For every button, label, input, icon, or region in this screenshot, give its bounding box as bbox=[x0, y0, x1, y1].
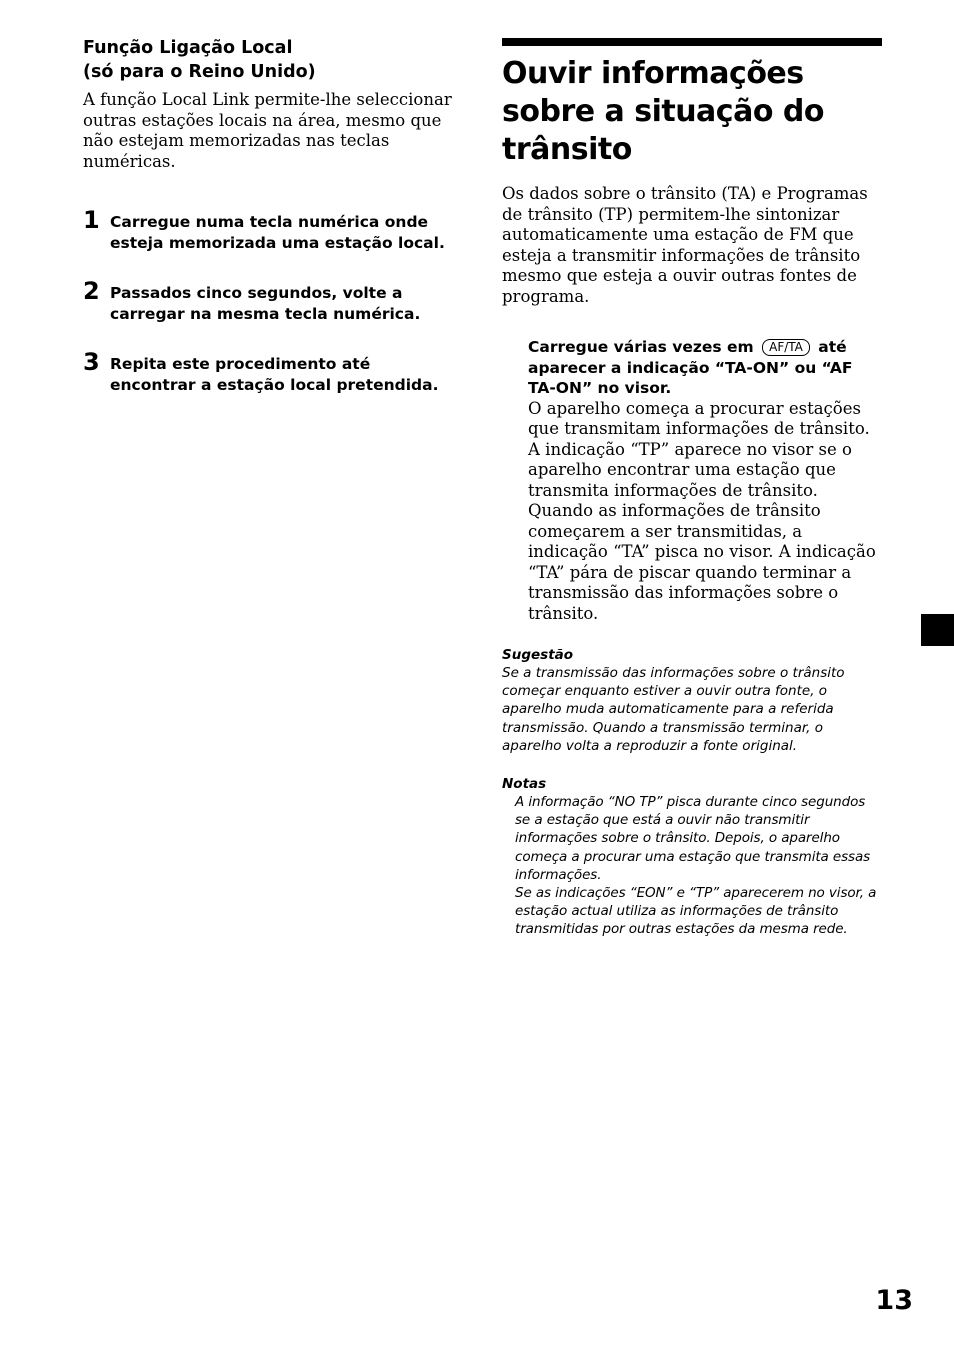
step-text: Passados cinco segundos, volte a carregar na mesma tecla numérica. bbox=[110, 284, 421, 323]
step-3 bbox=[83, 348, 461, 395]
notes-list bbox=[502, 793, 882, 939]
section-title-line-2: (só para o Reino Unido) bbox=[83, 62, 316, 82]
step-number: 3 bbox=[83, 348, 100, 376]
note-item: A informação “NO TP” pisca durante cinco segundos se a estação que está a ouvir não transmitir informações sobre o trânsito. Depois, o aparelho começa a procurar uma estação que transmita essas informações. bbox=[515, 794, 871, 883]
step-2 bbox=[83, 277, 461, 324]
page-title: Ouvir informações sobre a situação do trânsito bbox=[502, 56, 824, 167]
notes-heading: Notas bbox=[502, 776, 547, 793]
step-number: 2 bbox=[83, 277, 100, 305]
traffic-intro: Os dados sobre o trânsito (TA) e Programas de trânsito (TP) permitem-lhe sintonizar automaticamente uma estação de FM que esteja a transmitir informações de trânsito mesmo que esteja a ouvir outras fontes de programa. bbox=[502, 184, 868, 306]
instruction-pre: Carregue várias vezes em bbox=[528, 338, 754, 356]
step-text: Repita este procedimento até encontrar a estação local pretendida. bbox=[110, 355, 439, 394]
step-number: 1 bbox=[83, 206, 100, 234]
left-column bbox=[83, 36, 461, 395]
instruction-post: até aparecer a indicação “TA-ON” ou “AF TA-ON” no visor. bbox=[528, 338, 853, 397]
instruction-text bbox=[528, 337, 882, 399]
local-link-intro: A função Local Link permite-lhe seleccionar outras estações locais na área, mesmo que não estejam memorizadas nas teclas numéricas. bbox=[83, 90, 452, 171]
section-title-line-1: Função Ligação Local bbox=[83, 38, 293, 58]
notes-block bbox=[502, 775, 882, 939]
tip-heading: Sugestão bbox=[502, 647, 574, 663]
section-title-local-link bbox=[83, 36, 461, 84]
tip-block bbox=[502, 646, 882, 755]
section-tab-marker bbox=[921, 614, 954, 646]
page-number: 13 bbox=[875, 1285, 913, 1316]
tip-text: Se a transmissão das informações sobre o trânsito começar enquanto estiver a ouvir outra fonte, o aparelho muda automaticamente para a referida transmissão. Quando a transmissão terminar, o aparelho volta a reproduzir a fonte original. bbox=[502, 665, 845, 754]
title-rule bbox=[502, 38, 882, 46]
step-1 bbox=[83, 206, 461, 253]
af-ta-key: AF/TA bbox=[762, 339, 810, 356]
note-item: Se as indicações “EON” e “TP” aparecerem no visor, a estação actual utiliza as informações de trânsito transmitidas por outras estações da mesma rede. bbox=[515, 885, 877, 938]
step-text: Carregue numa tecla numérica onde esteja memorizada uma estação local. bbox=[110, 213, 445, 252]
instruction-block bbox=[502, 337, 882, 624]
right-column bbox=[502, 38, 882, 939]
instruction-body: O aparelho começa a procurar estações que transmitam informações de trânsito. A indicação “TP” aparece no visor se o aparelho encontrar uma estação que transmita informações de trânsito. Quando as informações de trânsito começarem a ser transmitidas, a indicação “TA” pisca no visor. A indicação “TA” pára de piscar quando terminar a transmissão das informações sobre o trânsito. bbox=[528, 398, 876, 623]
